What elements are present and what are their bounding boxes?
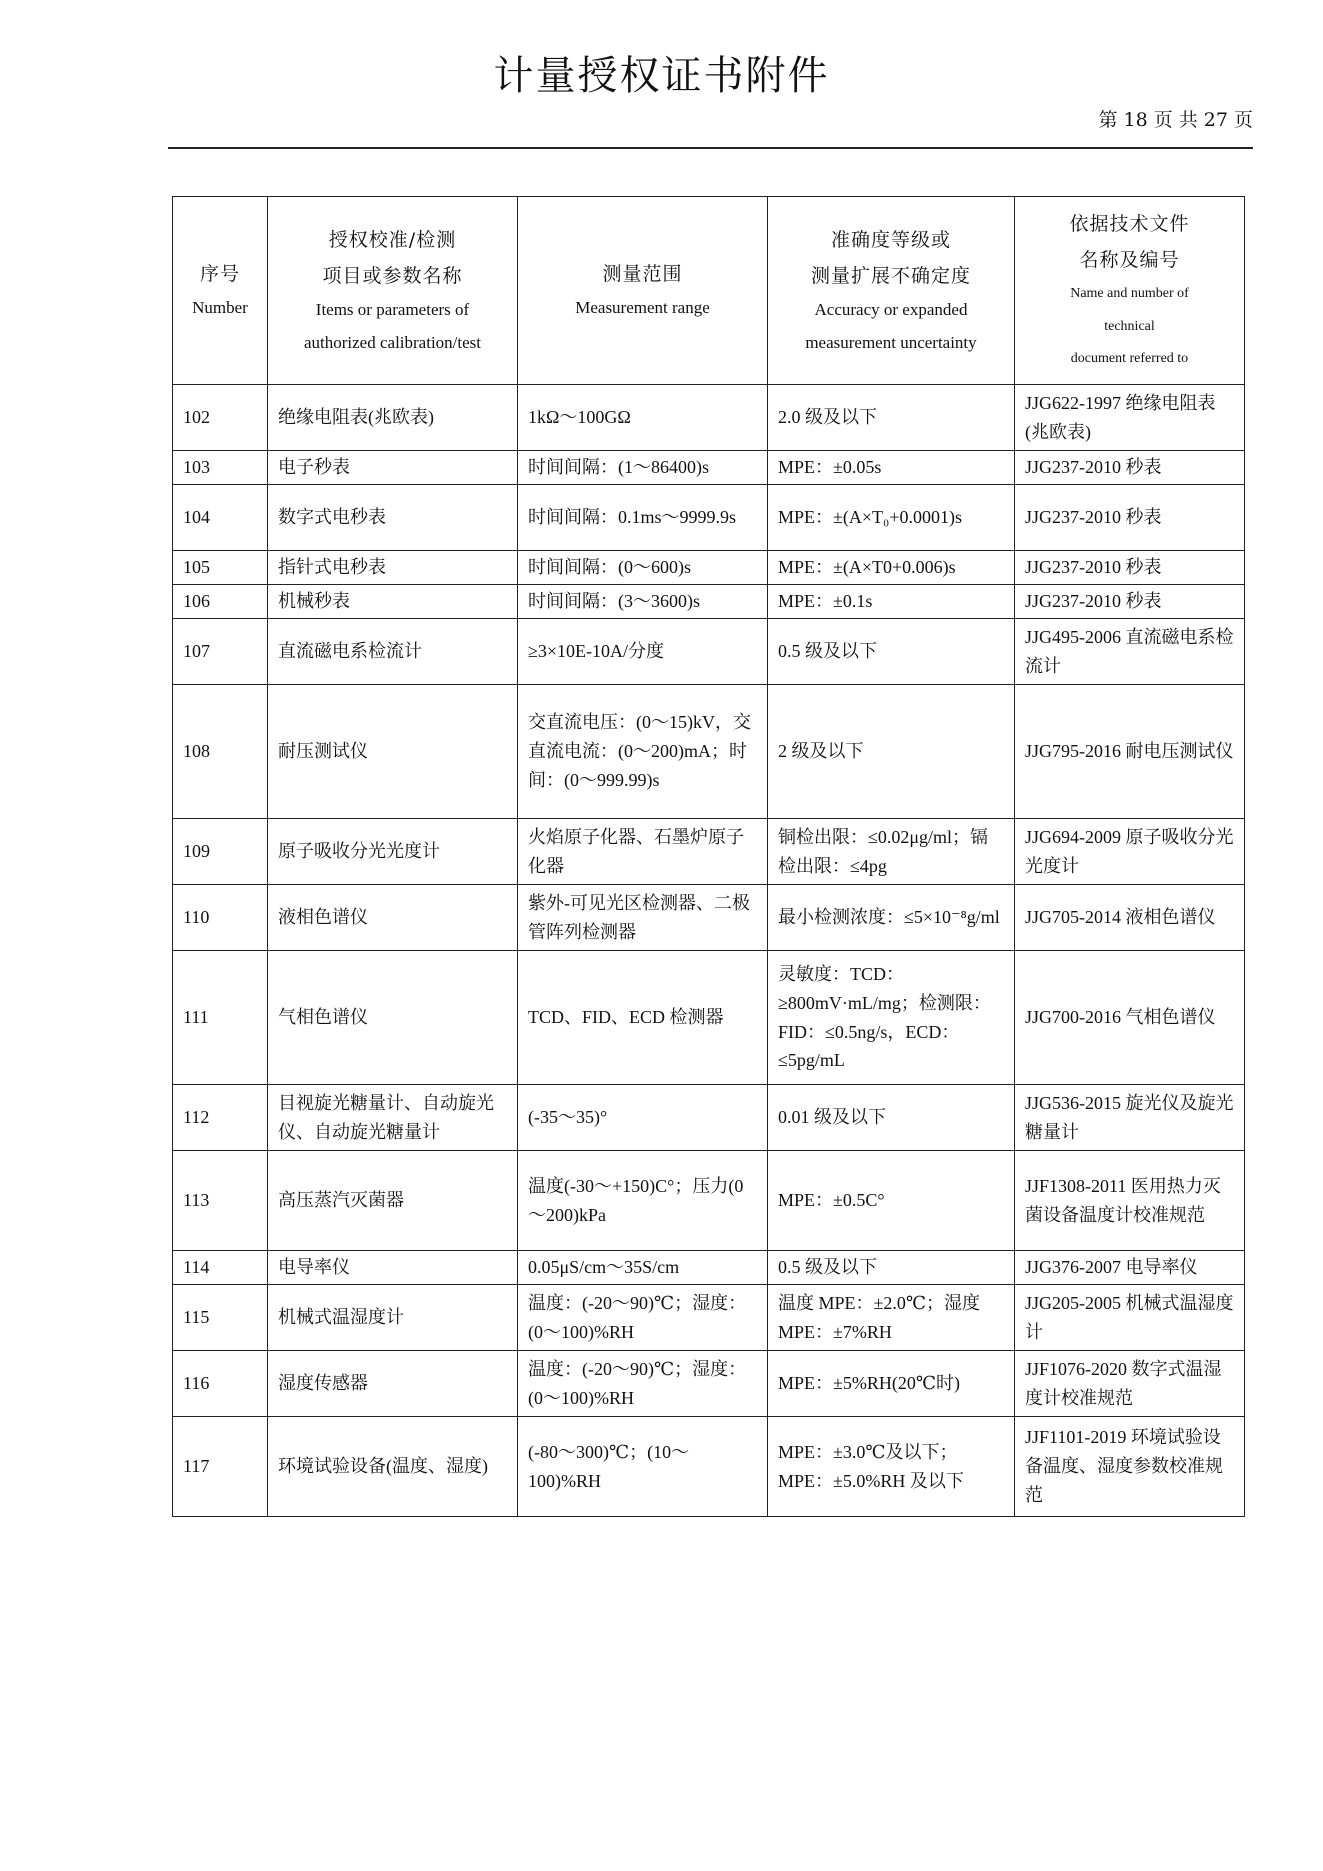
cell-item: 湿度传感器: [268, 1351, 518, 1417]
table-row: [173, 1285, 1245, 1351]
table-row: [173, 551, 1245, 585]
header-item-zh-1: 授权校准/检测: [328, 229, 457, 252]
table-row: [173, 1351, 1245, 1417]
cell-document: JJG237-2010 秒表: [1015, 451, 1245, 485]
header-number: [173, 197, 268, 385]
cell-number: 108: [173, 685, 268, 819]
cell-range: 0.05μS/cm～35S/cm: [518, 1251, 768, 1285]
table-row: [173, 951, 1245, 1085]
cell-range: 温度：(-20～90)℃；湿度：(0～100)%RH: [518, 1285, 768, 1351]
cell-number: 103: [173, 451, 268, 485]
header-accuracy-zh-2: 测量扩展不确定度: [810, 265, 971, 288]
table-row: [173, 451, 1245, 485]
cell-number: 113: [173, 1151, 268, 1251]
header-accuracy-en-1: Accuracy or expanded: [814, 300, 968, 320]
table-header-row: [173, 197, 1245, 385]
cell-range: 时间间隔：(3～3600)s: [518, 585, 768, 619]
header-item-en-2: authorized calibration/test: [303, 332, 481, 352]
cell-range: 温度(-30～+150)C°；压力(0～200)kPa: [518, 1151, 768, 1251]
cell-item: 绝缘电阻表(兆欧表): [268, 385, 518, 451]
page-title: 计量授权证书附件: [493, 53, 830, 99]
cell-item: 原子吸收分光光度计: [268, 819, 518, 885]
header-accuracy-zh-1: 准确度等级或: [830, 229, 951, 252]
cell-accuracy: 温度 MPE：±2.0℃；湿度 MPE：±7%RH: [768, 1285, 1015, 1351]
header-range: [518, 197, 768, 385]
cell-document: JJG237-2010 秒表: [1015, 551, 1245, 585]
cell-range: 交直流电压：(0～15)kV，交直流电流：(0～200)mA；时间：(0～999.99)s: [518, 685, 768, 819]
cell-number: 107: [173, 619, 268, 685]
header-range-zh: 测量范围: [602, 263, 683, 286]
cell-item: 气相色谱仪: [268, 951, 518, 1085]
cell-document: JJG376-2007 电导率仪: [1015, 1251, 1245, 1285]
cell-document: JJF1076-2020 数字式温湿度计校准规范: [1015, 1351, 1245, 1417]
cell-accuracy: MPE：±0.5C°: [768, 1151, 1015, 1251]
cell-number: 112: [173, 1085, 268, 1151]
cell-accuracy: 2.0 级及以下: [768, 385, 1015, 451]
cell-range: (-35～35)°: [518, 1085, 768, 1151]
header-item-zh-2: 项目或参数名称: [322, 265, 463, 288]
table-row: [173, 885, 1245, 951]
table-row: [173, 585, 1245, 619]
cell-item: 直流磁电系检流计: [268, 619, 518, 685]
header-document-en-3: document referred to: [1070, 350, 1189, 366]
cell-accuracy: 0.5 级及以下: [768, 619, 1015, 685]
table-row: [173, 1417, 1245, 1517]
cell-accuracy: MPE：±(A×T0+0.006)s: [768, 551, 1015, 585]
cell-accuracy: MPE：±5%RH(20℃时): [768, 1351, 1015, 1417]
cell-number: 110: [173, 885, 268, 951]
header-document-zh-1: 依据技术文件: [1069, 213, 1190, 236]
cell-document: JJG705-2014 液相色谱仪: [1015, 885, 1245, 951]
cell-document: JJG495-2006 直流磁电系检流计: [1015, 619, 1245, 685]
header-item-en-1: Items or parameters of: [315, 300, 470, 320]
cell-item: 环境试验设备(温度、湿度): [268, 1417, 518, 1517]
cell-item: 目视旋光糖量计、自动旋光仪、自动旋光糖量计: [268, 1085, 518, 1151]
cell-item: 机械式温湿度计: [268, 1285, 518, 1351]
header-document: [1015, 197, 1245, 385]
cell-document: JJG205-2005 机械式温湿度计: [1015, 1285, 1245, 1351]
cell-document: JJG536-2015 旋光仪及旋光糖量计: [1015, 1085, 1245, 1151]
cell-accuracy: 灵敏度：TCD：≥800mV·mL/mg；检测限：FID：≤0.5ng/s，ECD：≤5pg/mL: [768, 951, 1015, 1085]
cell-range: 温度：(-20～90)℃；湿度：(0～100)%RH: [518, 1351, 768, 1417]
cell-number: 115: [173, 1285, 268, 1351]
cell-accuracy: 2 级及以下: [768, 685, 1015, 819]
cell-range: 紫外-可见光区检测器、二极管阵列检测器: [518, 885, 768, 951]
cell-item: 液相色谱仪: [268, 885, 518, 951]
cell-number: 104: [173, 485, 268, 551]
header-divider: [168, 147, 1253, 149]
header-accuracy: [768, 197, 1015, 385]
table-row: [173, 1151, 1245, 1251]
cell-accuracy: MPE：±3.0℃及以下；MPE：±5.0%RH 及以下: [768, 1417, 1015, 1517]
cell-document: JJG237-2010 秒表: [1015, 585, 1245, 619]
cell-accuracy: 0.5 级及以下: [768, 1251, 1015, 1285]
cell-accuracy: MPE：±0.05s: [768, 451, 1015, 485]
cell-range: 时间间隔：(1～86400)s: [518, 451, 768, 485]
header-item: [268, 197, 518, 385]
cell-document: JJG622-1997 绝缘电阻表(兆欧表): [1015, 385, 1245, 451]
cell-item: 电导率仪: [268, 1251, 518, 1285]
cell-range: 1kΩ～100GΩ: [518, 385, 768, 451]
cell-item: 耐压测试仪: [268, 685, 518, 819]
cell-number: 116: [173, 1351, 268, 1417]
cell-range: ≥3×10E-10A/分度: [518, 619, 768, 685]
table-row: [173, 385, 1245, 451]
header-range-en: Measurement range: [575, 298, 710, 318]
cell-number: 105: [173, 551, 268, 585]
cell-number: 102: [173, 385, 268, 451]
table-row: [173, 485, 1245, 551]
cell-range: (-80～300)℃；(10～100)%RH: [518, 1417, 768, 1517]
page-number: 第 18 页 共 27 页: [1098, 109, 1253, 131]
cell-document: JJF1308-2011 医用热力灭菌设备温度计校准规范: [1015, 1151, 1245, 1251]
cell-item: 数字式电秒表: [268, 485, 518, 551]
cell-item: 高压蒸汽灭菌器: [268, 1151, 518, 1251]
header-document-en-2: technical: [1104, 318, 1155, 334]
cell-document: JJG694-2009 原子吸收分光光度计: [1015, 819, 1245, 885]
header-document-en-1: Name and number of: [1070, 286, 1189, 302]
authorization-table: [172, 196, 1245, 1517]
cell-accuracy: 铜检出限：≤0.02μg/ml；镉检出限：≤4pg: [768, 819, 1015, 885]
header-number-zh: 序号: [199, 263, 240, 286]
cell-number: 109: [173, 819, 268, 885]
cell-item: 电子秒表: [268, 451, 518, 485]
table-row: [173, 1251, 1245, 1285]
cell-accuracy: MPE：±(A×T₀+0.0001)s: [768, 485, 1015, 551]
cell-accuracy: 最小检测浓度：≤5×10⁻⁸g/ml: [768, 885, 1015, 951]
table-row: [173, 685, 1245, 819]
cell-number: 106: [173, 585, 268, 619]
cell-number: 114: [173, 1251, 268, 1285]
cell-range: 时间间隔：(0～600)s: [518, 551, 768, 585]
table-row: [173, 619, 1245, 685]
cell-document: JJG700-2016 气相色谱仪: [1015, 951, 1245, 1085]
table-row: [173, 1085, 1245, 1151]
cell-number: 117: [173, 1417, 268, 1517]
cell-document: JJG795-2016 耐电压测试仪: [1015, 685, 1245, 819]
header-number-en: Number: [192, 298, 248, 318]
cell-document: JJF1101-2019 环境试验设备温度、湿度参数校准规范: [1015, 1417, 1245, 1517]
cell-number: 111: [173, 951, 268, 1085]
cell-item: 指针式电秒表: [268, 551, 518, 585]
cell-range: TCD、FID、ECD 检测器: [518, 951, 768, 1085]
cell-range: 火焰原子化器、石墨炉原子化器: [518, 819, 768, 885]
cell-accuracy: MPE：±0.1s: [768, 585, 1015, 619]
header-document-zh-2: 名称及编号: [1079, 249, 1180, 272]
cell-range: 时间间隔：0.1ms～9999.9s: [518, 485, 768, 551]
cell-item: 机械秒表: [268, 585, 518, 619]
header-accuracy-en-2: measurement uncertainty: [805, 332, 977, 352]
cell-accuracy: 0.01 级及以下: [768, 1085, 1015, 1151]
cell-document: JJG237-2010 秒表: [1015, 485, 1245, 551]
table-row: [173, 819, 1245, 885]
